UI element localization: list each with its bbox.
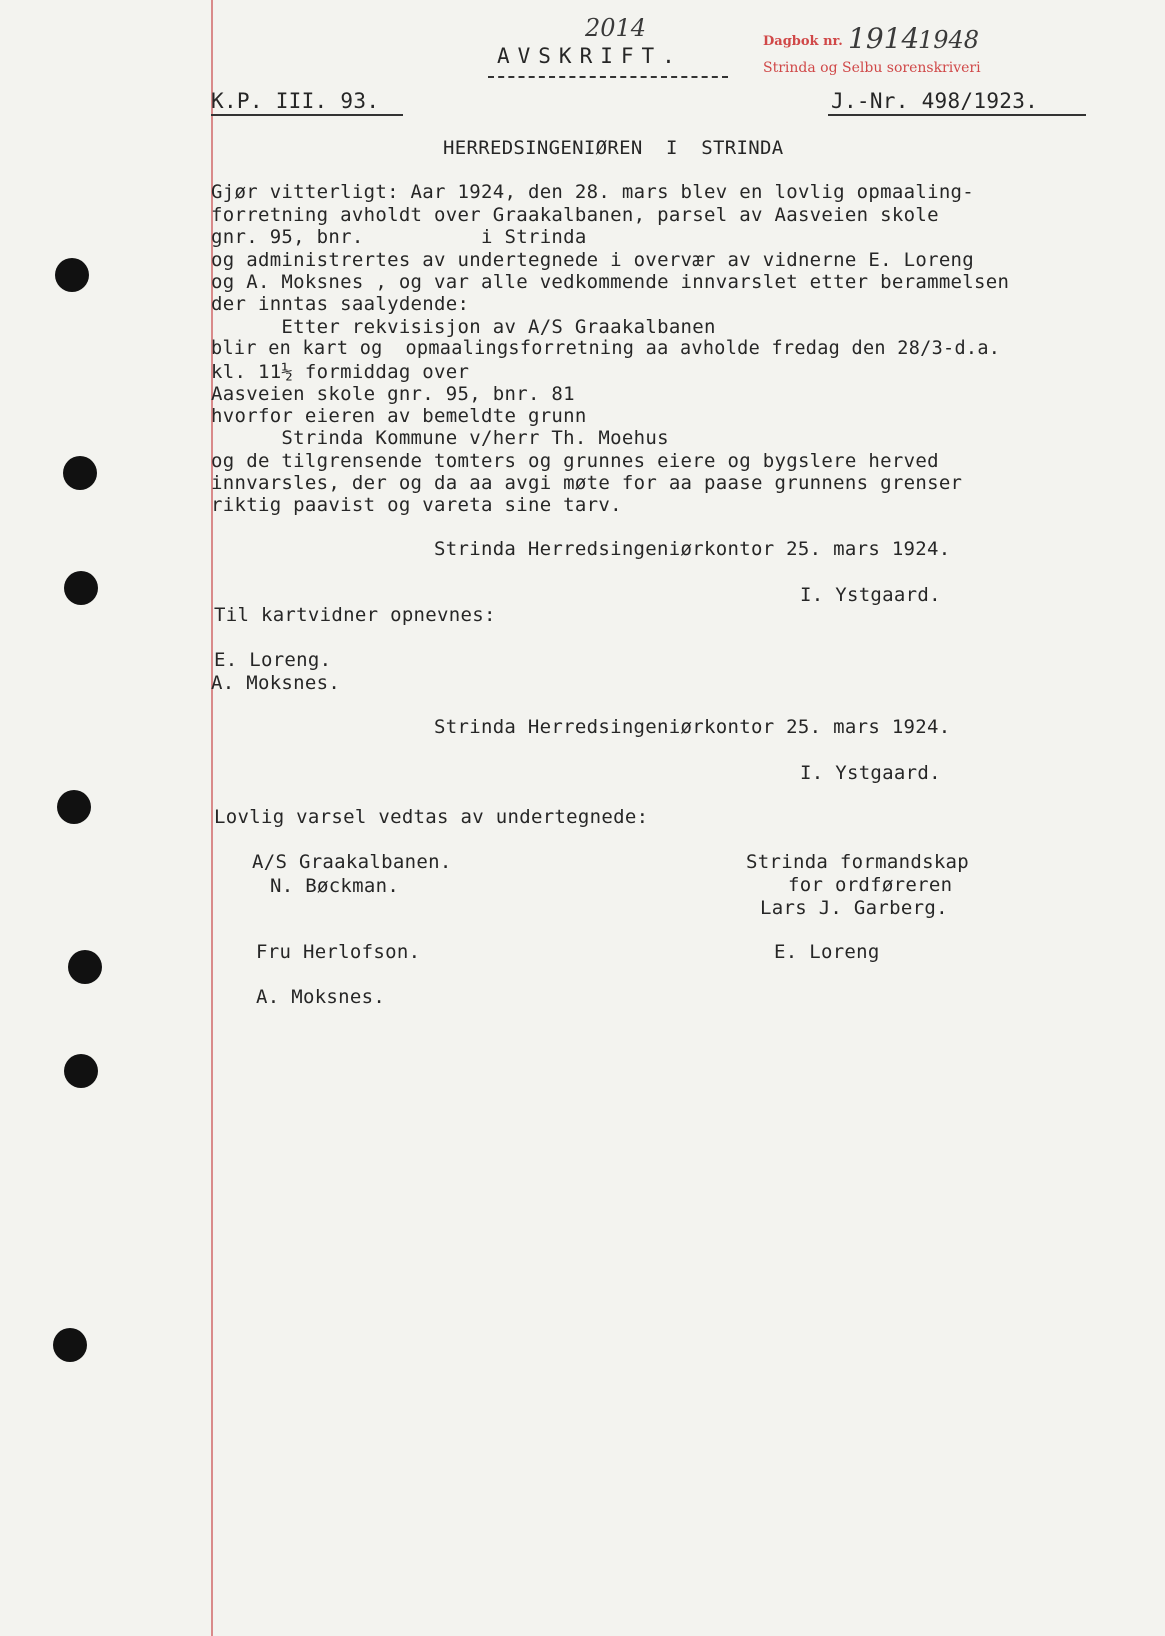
place-date: Strinda Herredsingeniørkontor 25. mars 1924. xyxy=(434,716,951,738)
body-line: og de tilgrensende tomters og grunnes eiere og bygslere herved xyxy=(211,450,939,472)
journal-number: J.-Nr. 498/1923. xyxy=(831,89,1039,113)
title-underline xyxy=(488,76,728,78)
body-line: kl. 11½ formiddag over xyxy=(211,361,470,383)
body-line: innvarsles, der og da aa avgi møte for aa paase grunnens grenser xyxy=(211,472,963,494)
punch-hole xyxy=(57,790,91,824)
signature-council: Strinda formandskap xyxy=(746,851,970,873)
body-line: Gjør vitterligt: Aar 1924, den 28. mars blev en lovlig opmaaling- xyxy=(211,181,975,203)
stamp-year: 1948 xyxy=(918,26,980,54)
body-line: riktig paavist og vareta sine tarv. xyxy=(211,494,622,516)
heading: HERREDSINGENIØREN I STRINDA xyxy=(443,137,784,159)
body-line: og administrertes av undertegnede i overvær av vidnerne E. Loreng xyxy=(211,249,975,271)
witness-intro: Til kartvidner opnevnes: xyxy=(214,604,496,626)
body-line: blir en kart og opmaalingsforretning aa avholde fredag den 28/3-d.a. xyxy=(211,338,1001,359)
body-line: hvorfor eieren av bemeldte grunn xyxy=(211,405,587,427)
stamp-number: 1914 xyxy=(848,22,920,55)
body-line: Etter rekvisisjon av A/S Graakalbanen xyxy=(211,316,716,338)
signature-name: N. Bøckman. xyxy=(270,875,400,897)
punch-hole xyxy=(53,1328,87,1362)
witness-name: A. Moksnes. xyxy=(211,672,341,694)
punch-hole xyxy=(68,950,102,984)
stamp-court-name: Strinda og Selbu sorenskriveri xyxy=(763,60,981,76)
body-line: Strinda Kommune v/herr Th. Moehus xyxy=(211,427,669,449)
stamp-label: Dagbok nr. xyxy=(763,34,843,49)
body-line: Aasveien skole gnr. 95, bnr. 81 xyxy=(211,383,575,405)
signature-for-mayor: for ordføreren xyxy=(788,874,953,896)
signature-name: Lars J. Garberg. xyxy=(760,897,948,919)
signer: I. Ystgaard. xyxy=(800,762,941,784)
journal-number-underline xyxy=(828,114,1086,116)
body-line: gnr. 95, bnr. i Strinda xyxy=(211,226,587,248)
kp-reference: K.P. III. 93. xyxy=(211,89,380,113)
notice-line: Lovlig varsel vedtas av undertegnede: xyxy=(214,806,649,828)
handwritten-number: 2014 xyxy=(585,14,647,42)
signer: I. Ystgaard. xyxy=(800,584,941,606)
punch-hole xyxy=(64,1054,98,1088)
signature-company: A/S Graakalbanen. xyxy=(252,851,452,873)
body-line: forretning avholdt over Graakalbanen, parsel av Aasveien skole xyxy=(211,204,939,226)
punch-hole xyxy=(64,571,98,605)
punch-hole xyxy=(55,258,89,292)
kp-reference-underline xyxy=(211,114,403,116)
signature-name: A. Moksnes. xyxy=(256,986,386,1008)
body-line: og A. Moksnes , og var alle vedkommende innvarslet etter berammelsen xyxy=(211,271,1010,293)
signature-name: E. Loreng xyxy=(774,941,880,963)
place-date: Strinda Herredsingeniørkontor 25. mars 1924. xyxy=(434,538,951,560)
punch-hole xyxy=(63,456,97,490)
signature-name: Fru Herlofson. xyxy=(256,941,421,963)
document-title: AVSKRIFT. xyxy=(497,44,683,68)
witness-name: E. Loreng. xyxy=(214,649,332,671)
body-line: der inntas saalydende: xyxy=(211,293,470,315)
